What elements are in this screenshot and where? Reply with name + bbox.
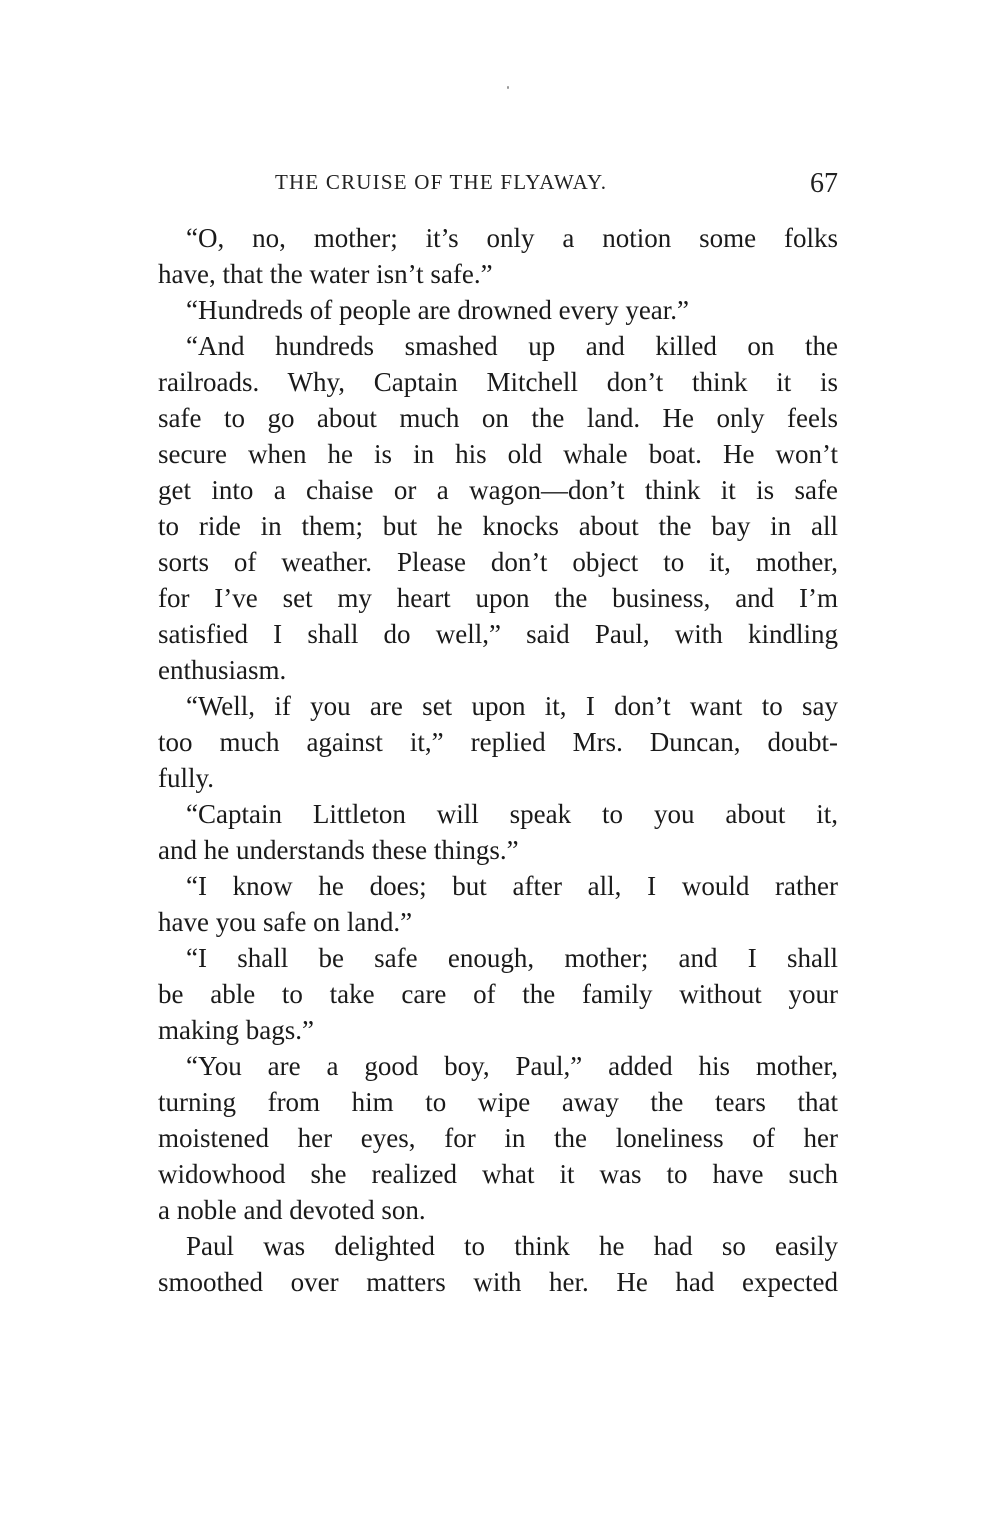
- text-line: “And hundreds smashed up and killed on the: [186, 331, 838, 361]
- text-line: railroads. Why, Captain Mitchell don’t think it is: [158, 367, 838, 397]
- text-line: have you safe on land.”: [158, 907, 413, 937]
- text-line: get into a chaise or a wagon—don’t think it is safe: [158, 475, 838, 505]
- text-line: Paul was delighted to think he had so easily: [186, 1231, 838, 1261]
- text-line: safe to go about much on the land. He only feels: [158, 403, 838, 433]
- text-line: “Captain Littleton will speak to you about it,: [186, 799, 838, 829]
- text-line: a noble and devoted son.: [158, 1195, 426, 1225]
- text-line: secure when he is in his old whale boat. He won’t: [158, 439, 838, 469]
- text-line: smoothed over matters with her. He had expected: [158, 1267, 838, 1297]
- text-line: “Hundreds of people are drowned every year.”: [186, 295, 690, 325]
- paper-speck: [507, 86, 509, 89]
- text-line: “You are a good boy, Paul,” added his mother,: [186, 1051, 838, 1081]
- text-line: making bags.”: [158, 1015, 314, 1045]
- page-number: 67: [810, 168, 838, 199]
- text-line: too much against it,” replied Mrs. Duncan, doubt-: [158, 727, 838, 757]
- text-line: moistened her eyes, for in the loneliness of her: [158, 1123, 838, 1153]
- text-line: be able to take care of the family without your: [158, 979, 838, 1009]
- text-line: “I shall be safe enough, mother; and I shall: [186, 943, 838, 973]
- text-line: turning from him to wipe away the tears that: [158, 1087, 838, 1117]
- text-line: “O, no, mother; it’s only a notion some folks: [186, 223, 838, 253]
- page-header: [158, 168, 838, 204]
- text-line: have, that the water isn’t safe.”: [158, 259, 493, 289]
- text-line: for I’ve set my heart upon the business, and I’m: [158, 583, 838, 613]
- text-line: to ride in them; but he knocks about the bay in all: [158, 511, 838, 541]
- running-head: THE CRUISE OF THE FLYAWAY.: [275, 170, 608, 194]
- text-line: sorts of weather. Please don’t object to it, mother,: [158, 547, 838, 577]
- text-line: fully.: [158, 763, 214, 793]
- text-line: “I know he does; but after all, I would rather: [186, 871, 838, 901]
- text-line: enthusiasm.: [158, 655, 287, 685]
- text-line: “Well, if you are set upon it, I don’t want to say: [186, 691, 838, 721]
- text-line: and he understands these things.”: [158, 835, 519, 865]
- text-line: satisfied I shall do well,” said Paul, with kindling: [158, 619, 838, 649]
- body-text: [158, 220, 838, 1300]
- text-line: widowhood she realized what it was to have such: [158, 1159, 838, 1189]
